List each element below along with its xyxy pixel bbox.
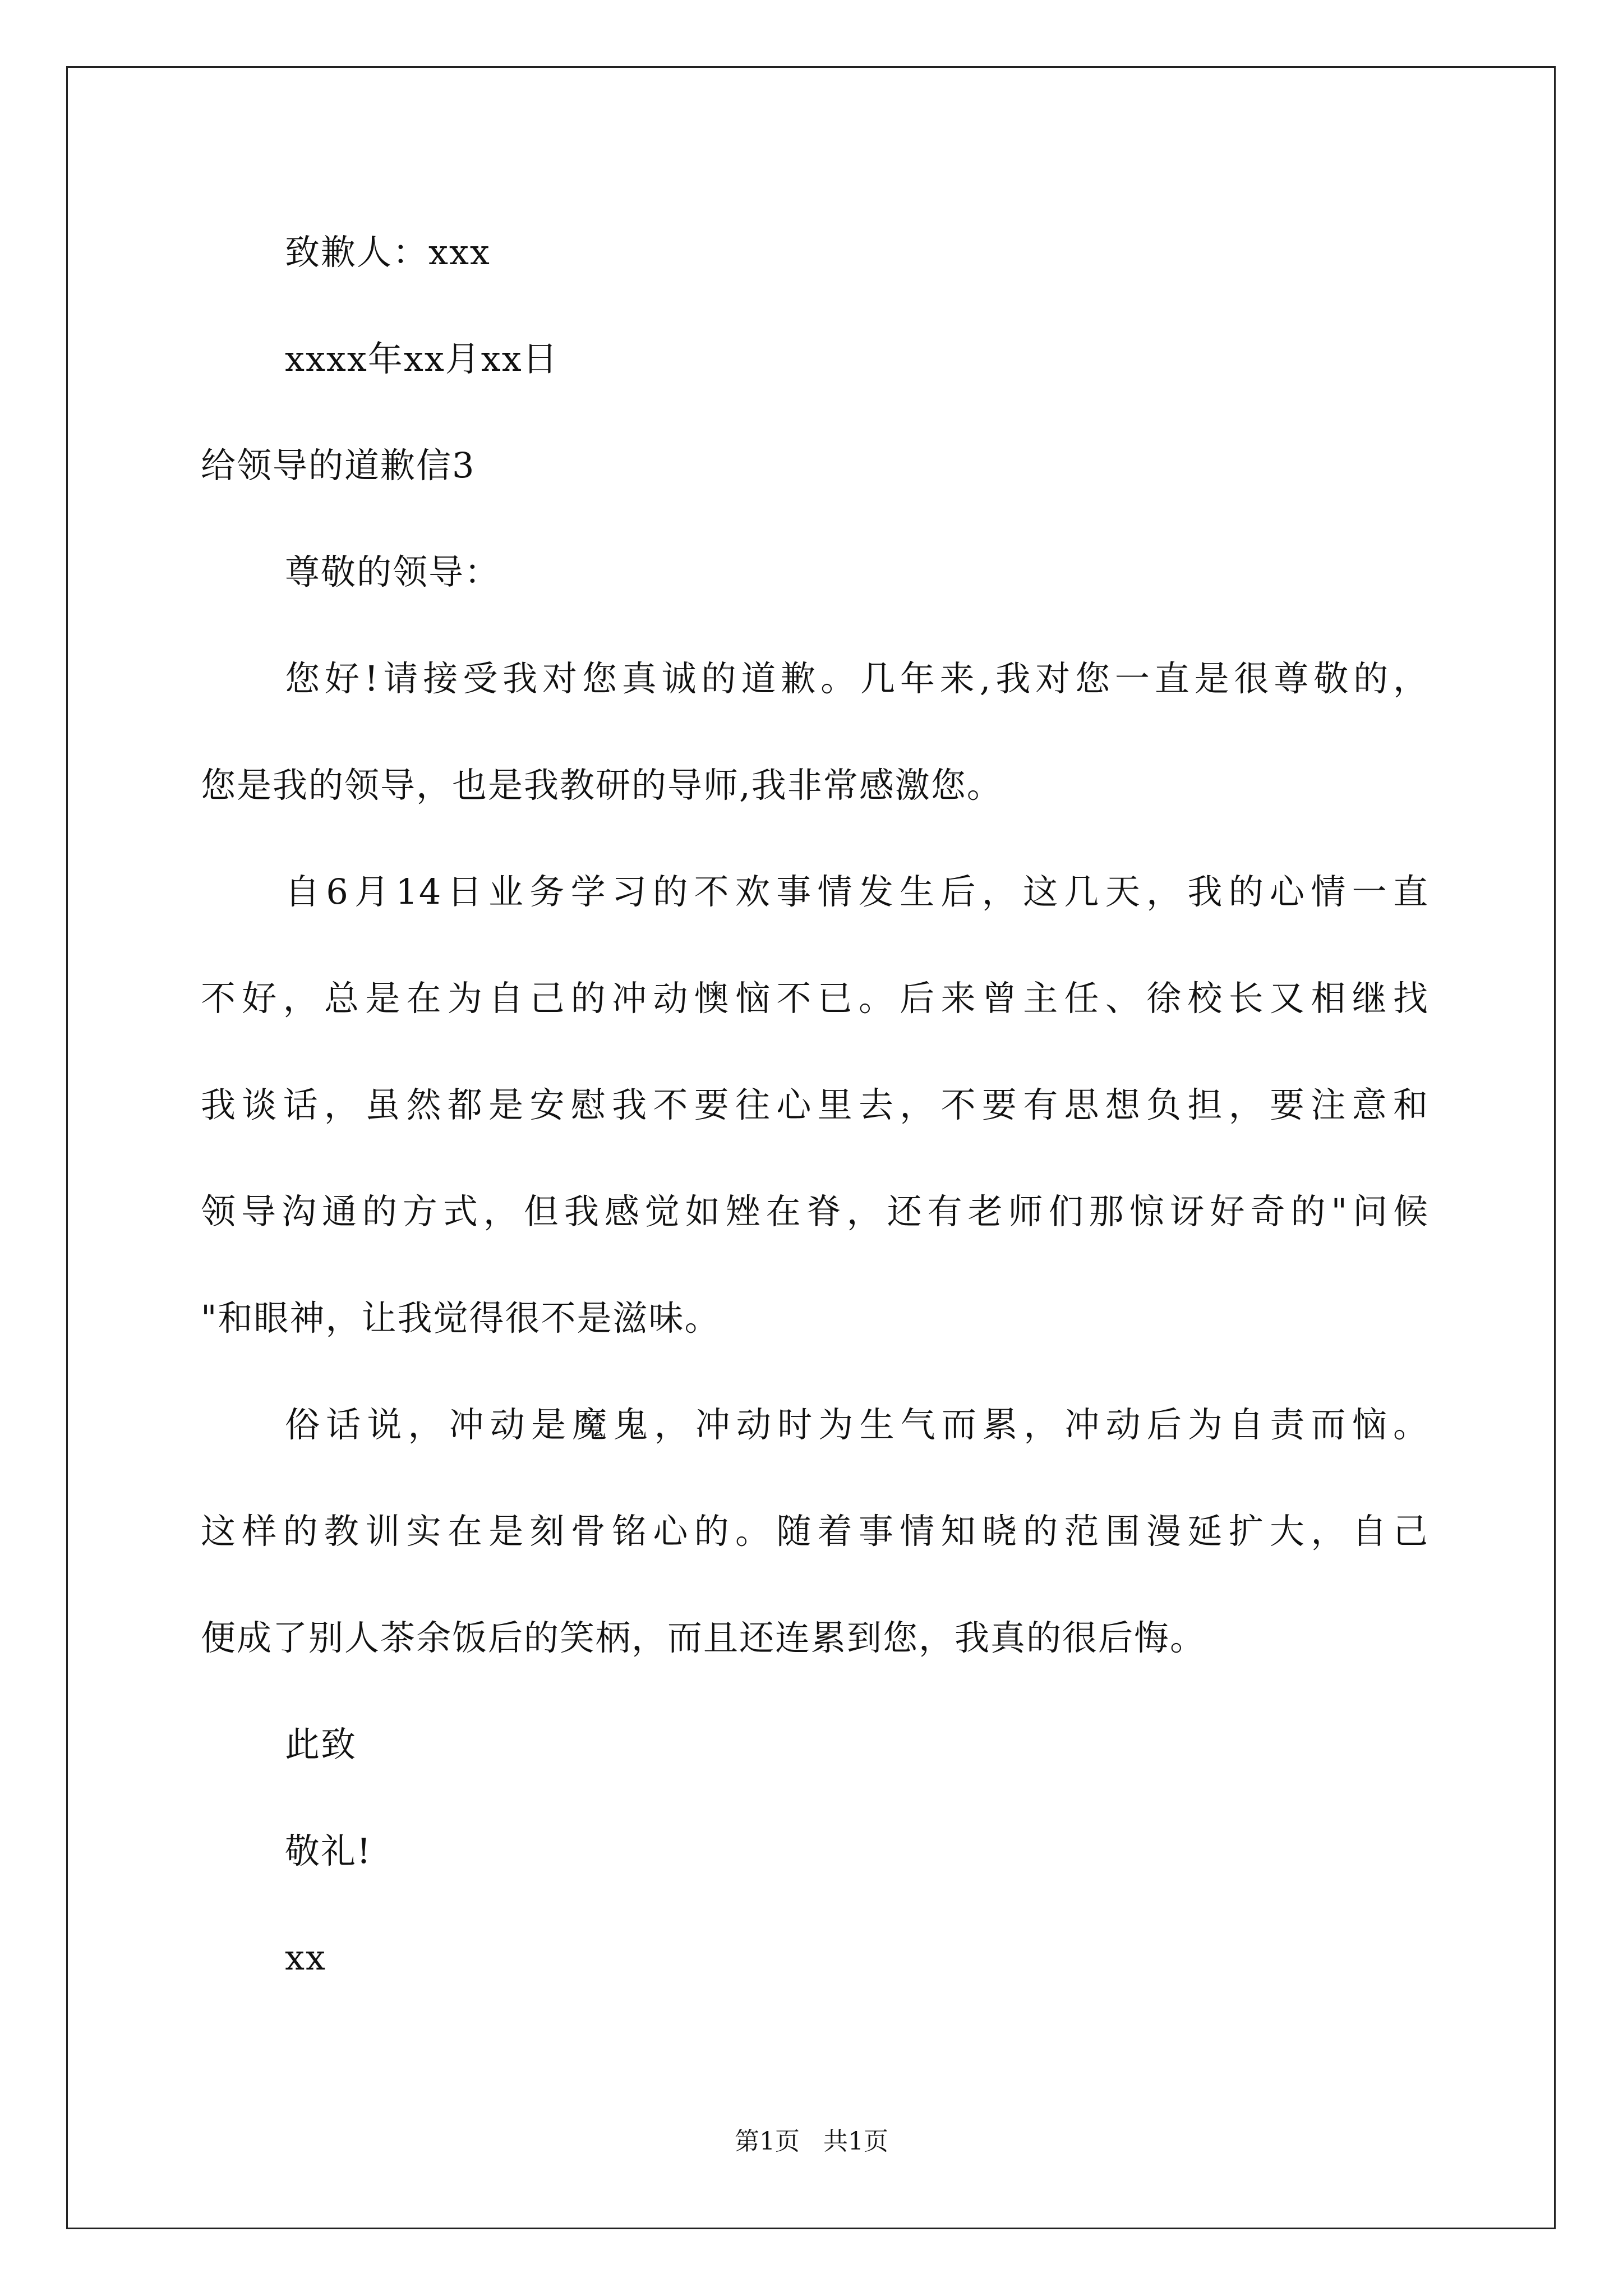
page-footer: 第1页 共1页	[735, 2127, 888, 2156]
salutation: 尊敬的领导：	[285, 551, 501, 592]
date-line: xxxx年xx月xx日	[285, 338, 559, 379]
paragraph-line: 俗话说，冲动是魔鬼，冲动时为生气而累，冲动后为自责而恼。	[285, 1404, 1429, 1445]
page-frame	[66, 66, 1556, 2229]
signature: xx	[285, 1937, 326, 1978]
paragraph-line: 这样的教训实在是刻骨铭心的。随着事情知晓的范围漫延扩大，自己	[201, 1511, 1429, 1552]
paragraph-line: "和眼神，让我觉得很不是滋味。	[201, 1297, 721, 1338]
paragraph-line: 领导沟通的方式，但我感觉如矬在脊，还有老师们那惊讶好奇的"问候	[201, 1191, 1429, 1232]
paragraph-line: 便成了别人茶余饭后的笑柄，而且还连累到您，我真的很后悔。	[201, 1617, 1206, 1658]
paragraph-line: 自6月14日业务学习的不欢事情发生后，这几天，我的心情一直	[285, 871, 1429, 912]
paragraph-line: 我谈话，虽然都是安慰我不要往心里去，不要有思想负担，要注意和	[201, 1084, 1429, 1125]
paragraph-line: 不好，总是在为自己的冲动懊恼不已。后来曾主任、徐校长又相继找	[201, 978, 1429, 1019]
paragraph-line: 您好!请接受我对您真诚的道歉。几年来,我对您一直是很尊敬的，	[285, 658, 1429, 699]
paragraph-line: 您是我的领导，也是我教研的导师,我非常感激您。	[201, 765, 1003, 806]
signer-line: 致歉人：xxx	[285, 232, 491, 273]
letter-title: 给领导的道歉信3	[201, 445, 476, 486]
regards: 敬礼!	[285, 1830, 372, 1871]
closing: 此致	[285, 1724, 357, 1765]
